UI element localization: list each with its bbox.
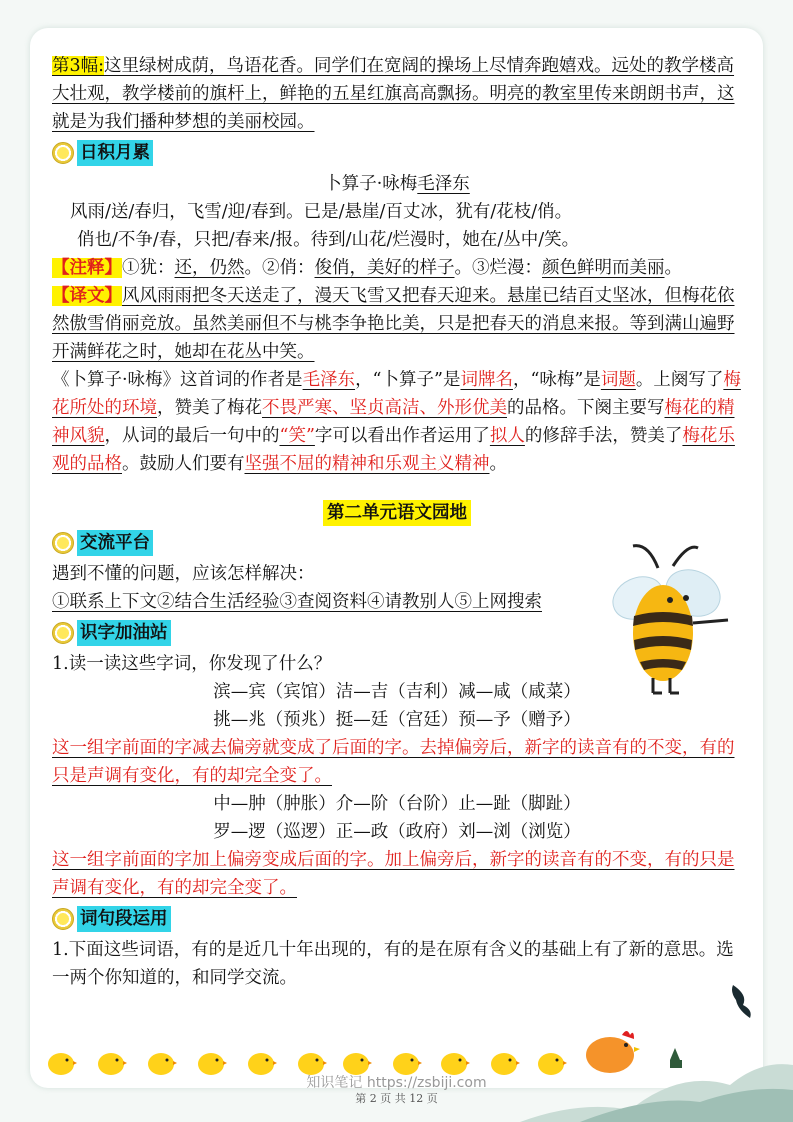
document-body xyxy=(52,52,742,992)
swallow-icon xyxy=(728,980,758,1020)
translation-text: 风风雨雨把冬天送走了，漫天飞雪又把春天迎来。悬崖已结百丈坚冰，但梅花依然傲雪俏丽竞放。虽然美丽但不与桃李争艳比美，只是把春天的消息来报。等到满山遍野开满鲜花之时，她却在花丛中笑。 xyxy=(52,286,735,362)
section-label-words: 词句段运用 xyxy=(77,906,171,932)
literacy-answer-2: 这一组字前面的字加上偏旁变成后面的字。加上偏旁后，新字的读音有的不变，有的只是声调有变化，有的却完全变了。 xyxy=(52,850,735,898)
poem-title-name: 卜算子·咏梅 xyxy=(324,174,418,194)
analysis-answer: 梅花的精神风貌 xyxy=(52,398,735,446)
literacy-row-4: 罗—逻（巡逻）正—政（政府）刘—浏（浏览） xyxy=(213,822,581,842)
poem-translation xyxy=(52,282,742,366)
exchange-answer: ①联系上下文②结合生活经验③查阅资料④请教别人⑤上网搜索 xyxy=(52,592,542,612)
unit-title: 第二单元语文园地 xyxy=(323,500,471,526)
note-3-label: 。③烂漫： xyxy=(454,258,542,278)
analysis-answer: 拟人 xyxy=(489,426,525,446)
analysis-answer: 词牌名 xyxy=(460,370,513,390)
poem-notes xyxy=(52,254,742,282)
section-header-daily xyxy=(52,138,742,168)
poem-analysis xyxy=(52,366,742,478)
paragraph-picture-3 xyxy=(52,52,742,136)
picture-3-tag: 第3幅: xyxy=(52,56,105,76)
analysis-answer: 坚强不屈的精神和乐观主义精神 xyxy=(244,454,490,474)
poem-line-1: 风雨/送/春归，飞雪/迎/春到。已是/悬崖/百丈冰，犹有/花枝/俏。 xyxy=(70,202,573,222)
literacy-row-2: 挑—兆（预兆）挺—廷（宫廷）预—予（赠予） xyxy=(213,710,581,730)
analysis-answer: 不畏严寒、坚贞高洁、外形优美 xyxy=(262,398,507,418)
unit-title-row xyxy=(52,500,742,526)
analysis-answer: 词题 xyxy=(600,370,636,390)
poem-author: 毛泽东 xyxy=(417,174,470,194)
note-1-text: 还，仍然 xyxy=(174,258,245,278)
words-question: 1.下面这些词语，有的是近几十年出现的，有的是在原有含义的基础上有了新的意思。选一两个你知道的，和同学交流。 xyxy=(52,940,734,988)
bee-icon xyxy=(598,538,758,698)
analysis-text: 的品格。下阕主要写 xyxy=(507,398,665,418)
section-label-exchange: 交流平台 xyxy=(77,530,153,556)
analysis-text: 的修辞手法，赞美了 xyxy=(524,426,683,446)
analysis-text: ，“卜算子”是 xyxy=(355,370,461,390)
literacy-row-3: 中—肿（肿胀）介—阶（台阶）止—趾（脚趾） xyxy=(213,794,581,814)
circle-bullet-icon xyxy=(52,908,74,930)
circle-bullet-icon xyxy=(52,532,74,554)
analysis-text: ，赞美了梅花 xyxy=(157,398,262,418)
notes-tag: 【注释】 xyxy=(52,258,122,278)
literacy-row-1: 滨—宾（宾馆）洁—吉（吉利）减—咸（咸菜） xyxy=(213,682,581,702)
section-header-words xyxy=(52,904,742,934)
literacy-question: 1.读一读这些字词，你发现了什么？ xyxy=(52,654,332,674)
analysis-text: ，“咏梅”是 xyxy=(512,370,601,390)
circle-bullet-icon xyxy=(52,622,74,644)
footer-page-number: 第 2 页 共 12 页 xyxy=(355,1092,438,1105)
analysis-text: 。上阕写了 xyxy=(635,370,724,390)
analysis-answer: “笑” xyxy=(279,426,315,446)
note-1-label: ①犹： xyxy=(122,258,175,278)
analysis-answer: 毛泽东 xyxy=(302,370,356,390)
poem-title xyxy=(52,170,742,198)
analysis-answer: 梅花乐观的品格 xyxy=(52,426,735,474)
translation-tag: 【译文】 xyxy=(52,286,122,306)
section-label-literacy: 识字加油站 xyxy=(77,620,171,646)
circle-bullet-icon xyxy=(52,142,74,164)
section-label-daily: 日积月累 xyxy=(77,140,153,166)
literacy-answer-1: 这一组字前面的字减去偏旁就变成了后面的字。去掉偏旁后，新字的读音有的不变，有的只是声调有变化，有的却完全变了。 xyxy=(52,738,735,786)
note-3-text: 颜色鲜明而美丽 xyxy=(542,258,665,278)
note-2-text: 俊俏，美好的样子 xyxy=(314,258,455,278)
analysis-text: 。 xyxy=(489,454,507,474)
notes-end: 。 xyxy=(664,258,682,278)
picture-3-text: 这里绿树成荫，鸟语花香。同学们在宽阔的操场上尽情奔跑嬉戏。远处的教学楼高大壮观，教学楼前的旗杆上，鲜艳的五星红旗高高飘扬。明亮的教室里传来朗朗书声，这就是为我们播种梦想的美丽校园。 xyxy=(52,56,735,132)
poem-line-2: 俏也/不争/春，只把/春来/报。待到/山花/烂漫时，她在/丛中/笑。 xyxy=(77,230,580,250)
analysis-text: 字可以看出作者运用了 xyxy=(314,426,490,446)
exchange-question: 遇到不懂的问题，应该怎样解决： xyxy=(52,564,315,584)
analysis-text: ，从词的最后一句中的 xyxy=(104,426,280,446)
analysis-answer: 梅花所处的环境 xyxy=(52,370,741,418)
note-2-label: 。②俏： xyxy=(244,258,315,278)
analysis-text: 《卜算子·咏梅》这首词的作者是 xyxy=(52,370,303,390)
footer-site: 知识笔记 https://zsbiji.com xyxy=(306,1075,487,1091)
analysis-text: 。鼓励人们要有 xyxy=(122,454,245,474)
